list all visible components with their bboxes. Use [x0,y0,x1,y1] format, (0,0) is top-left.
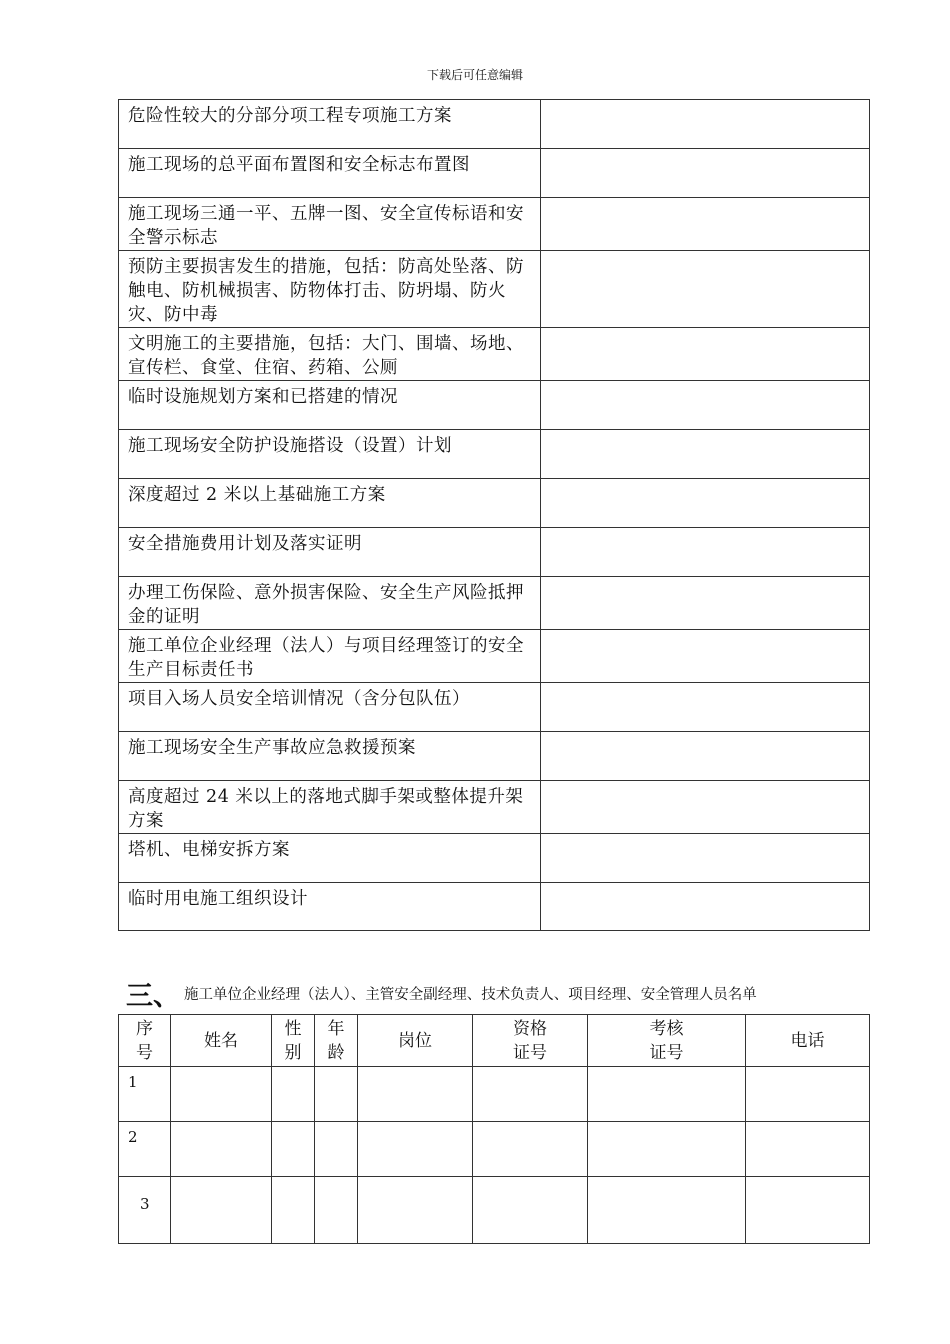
cell-phone[interactable] [746,1122,870,1177]
cell-qualification-cert[interactable] [473,1067,588,1122]
cell-position[interactable] [358,1177,473,1244]
section-title: 施工单位企业经理（法人）、主管安全副经理、技术负责人、项目经理、安全管理人员名单 [184,987,757,1003]
document-item-status-cell[interactable] [541,630,870,683]
column-header-gender: 性 别 [272,1015,315,1067]
cell-gender[interactable] [272,1067,315,1122]
document-item: 施工单位企业经理（法人）与项目经理签订的安全生产目标责任书 [119,630,541,683]
document-item: 临时设施规划方案和已搭建的情况 [119,381,541,430]
table-row [119,1177,870,1244]
document-item-status-cell[interactable] [541,381,870,430]
column-header-seq: 序 号 [119,1015,171,1067]
cell-position[interactable] [358,1122,473,1177]
cell-age[interactable] [315,1067,358,1122]
document-item-status-cell[interactable] [541,430,870,479]
document-item: 塔机、电梯安拆方案 [119,834,541,883]
document-item: 施工现场的总平面布置图和安全标志布置图 [119,149,541,198]
column-header-phone: 电话 [746,1015,870,1067]
document-item-status-cell[interactable] [541,781,870,834]
table-row [119,1067,870,1122]
table-row [119,1122,870,1177]
document-item: 项目入场人员安全培训情况（含分包队伍） [119,683,541,732]
column-header-name: 姓名 [171,1015,272,1067]
document-item-status-cell[interactable] [541,479,870,528]
cell-qualification-cert[interactable] [473,1177,588,1244]
document-item-status-cell[interactable] [541,528,870,577]
document-item: 安全措施费用计划及落实证明 [119,528,541,577]
document-checklist-table [118,99,870,931]
document-item-status-cell[interactable] [541,577,870,630]
document-item-status-cell[interactable] [541,198,870,251]
cell-position[interactable] [358,1067,473,1122]
cell-assessment-cert[interactable] [588,1177,746,1244]
section-number: 三、 [126,981,180,1012]
document-item-status-cell[interactable] [541,328,870,381]
section-heading [126,974,757,1013]
document-item: 文明施工的主要措施，包括：大门、围墙、场地、宣传栏、食堂、住宿、药箱、公厕 [119,328,541,381]
row-number: 3 [119,1177,171,1244]
document-item-status-cell[interactable] [541,732,870,781]
cell-name[interactable] [171,1122,272,1177]
document-item: 高度超过 24 米以上的落地式脚手架或整体提升架方案 [119,781,541,834]
document-item-status-cell[interactable] [541,251,870,328]
document-item: 临时用电施工组织设计 [119,883,541,931]
cell-age[interactable] [315,1177,358,1244]
row-number: 1 [119,1067,171,1122]
document-item: 预防主要损害发生的措施，包括：防高处坠落、防触电、防机械损害、防物体打击、防坍塌、防火灾、防中毒 [119,251,541,328]
document-item-status-cell[interactable] [541,149,870,198]
document-item: 施工现场安全防护设施搭设（设置）计划 [119,430,541,479]
cell-phone[interactable] [746,1067,870,1122]
cell-age[interactable] [315,1122,358,1177]
document-item: 危险性较大的分部分项工程专项施工方案 [119,100,541,149]
cell-phone[interactable] [746,1177,870,1244]
row-number: 2 [119,1122,171,1177]
document-item-status-cell[interactable] [541,834,870,883]
column-header-position: 岗位 [358,1015,473,1067]
cell-qualification-cert[interactable] [473,1122,588,1177]
cell-assessment-cert[interactable] [588,1067,746,1122]
column-header-age: 年 龄 [315,1015,358,1067]
cell-gender[interactable] [272,1122,315,1177]
cell-gender[interactable] [272,1177,315,1244]
column-header-assessment-cert: 考核 证号 [588,1015,746,1067]
cell-assessment-cert[interactable] [588,1122,746,1177]
column-header-qualification-cert: 资格 证号 [473,1015,588,1067]
document-item: 施工现场三通一平、五牌一图、安全宣传标语和安全警示标志 [119,198,541,251]
staff-list-table [118,1014,870,1244]
cell-name[interactable] [171,1177,272,1244]
page-header: 下载后可任意编辑 [426,68,523,82]
document-item: 施工现场安全生产事故应急救援预案 [119,732,541,781]
document-item: 深度超过 2 米以上基础施工方案 [119,479,541,528]
cell-name[interactable] [171,1067,272,1122]
document-item-status-cell[interactable] [541,100,870,149]
document-item-status-cell[interactable] [541,683,870,732]
document-item: 办理工伤保险、意外损害保险、安全生产风险抵押金的证明 [119,577,541,630]
document-item-status-cell[interactable] [541,883,870,931]
